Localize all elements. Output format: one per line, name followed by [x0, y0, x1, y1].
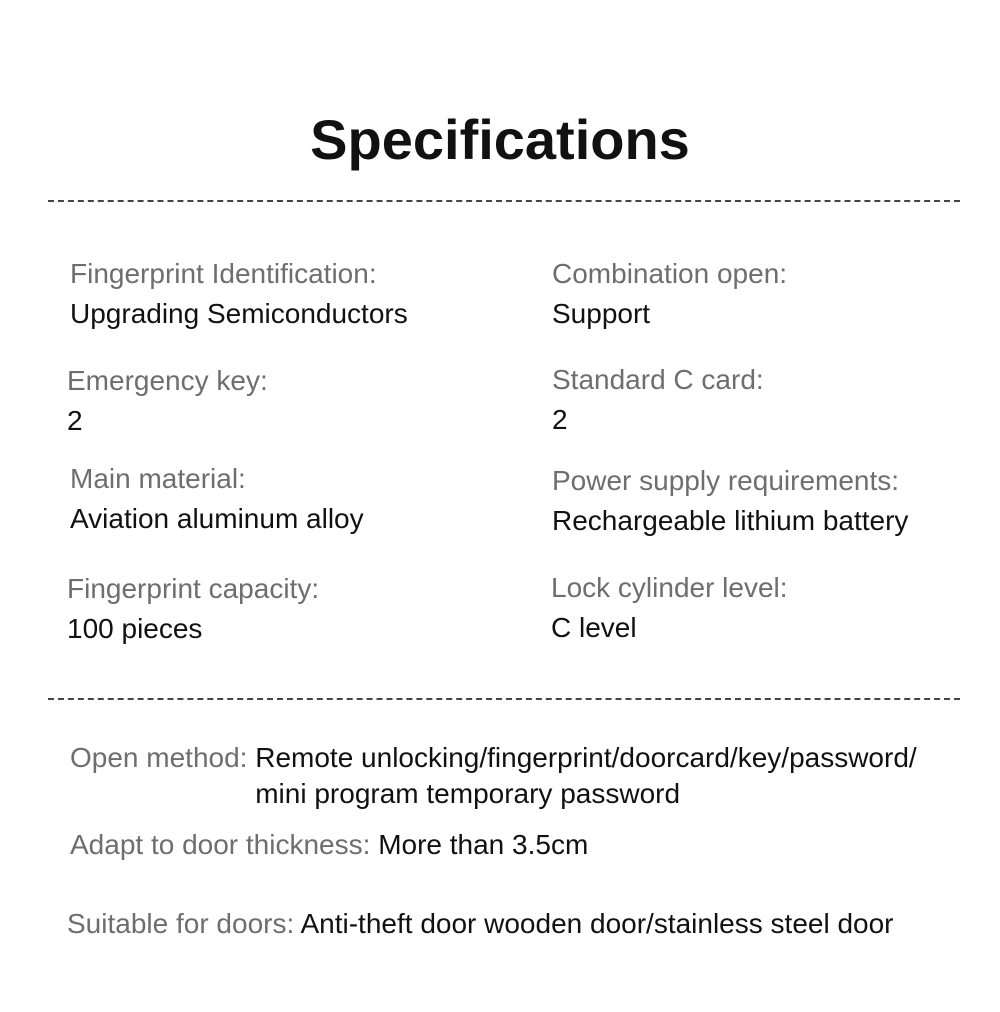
spec-label: Fingerprint capacity: — [67, 573, 320, 604]
spec-value: 2 — [552, 404, 568, 435]
spec-value: Aviation aluminum alloy — [70, 503, 364, 534]
detail-value: More than 3.5cm — [378, 829, 589, 860]
spec-label: Lock cylinder level: — [551, 572, 788, 603]
detail-open-method — [70, 740, 917, 812]
spec-value: Upgrading Semiconductors — [70, 298, 408, 329]
spec-combination-open — [552, 254, 787, 334]
spec-lock-cylinder-level — [551, 568, 788, 648]
spec-value: Rechargeable lithium battery — [552, 505, 909, 536]
detail-label: Adapt to door thickness: — [70, 829, 371, 860]
spec-standard-c-card — [552, 360, 764, 440]
spec-value: 100 pieces — [67, 613, 203, 644]
spec-power-supply — [552, 461, 908, 541]
spec-value: 2 — [67, 405, 83, 436]
detail-door-thickness — [70, 827, 588, 863]
detail-value-line: Remote unlocking/fingerprint/doorcard/key/password/ — [255, 742, 917, 773]
spec-label: Fingerprint Identification: — [70, 258, 377, 289]
detail-value — [255, 740, 916, 812]
spec-label: Main material: — [70, 463, 246, 494]
spec-value: Support — [552, 298, 651, 329]
detail-label: Open method: — [70, 742, 248, 773]
spec-fingerprint-capacity — [67, 569, 319, 649]
detail-value-line: mini program temporary password — [255, 778, 681, 809]
detail-suitable-doors — [67, 906, 894, 942]
top-divider — [48, 200, 960, 202]
detail-label: Suitable for doors: — [67, 908, 295, 939]
spec-label: Combination open: — [552, 258, 788, 289]
spec-label: Standard C card: — [552, 364, 764, 395]
spec-emergency-key — [67, 361, 268, 441]
spec-main-material — [70, 459, 364, 539]
bottom-divider — [48, 698, 960, 700]
page-title: Specifications — [310, 108, 690, 171]
spec-fingerprint-identification — [70, 254, 408, 334]
detail-value: Anti-theft door wooden door/stainless steel door — [300, 908, 894, 939]
spec-label: Power supply requirements: — [552, 465, 900, 496]
spec-label: Emergency key: — [67, 365, 268, 396]
spec-value: C level — [551, 612, 637, 643]
